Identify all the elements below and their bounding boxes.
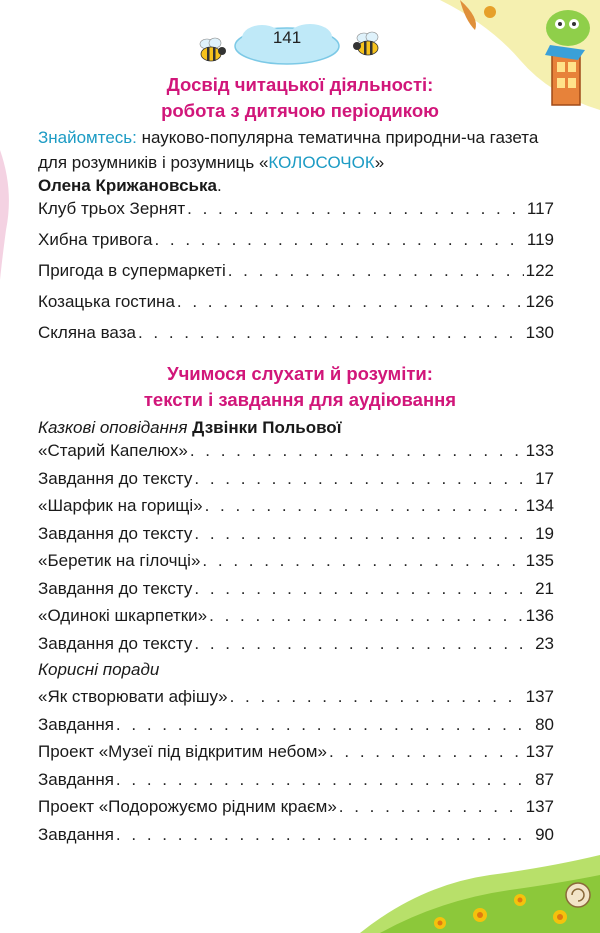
toc-entry-page: 137	[525, 797, 554, 816]
toc-leader-dots	[194, 579, 533, 599]
toc-entry[interactable]	[38, 469, 554, 495]
section-heading-periodicals	[0, 72, 600, 124]
author-name-text: Олена Крижановська	[38, 176, 217, 195]
toc-entry-title: Завдання до тексту	[38, 633, 193, 653]
heading-line: робота з дитячою періодикою	[161, 100, 439, 121]
toc-entry[interactable]	[38, 606, 554, 632]
intro-text: науково-популярна тематична природни-ча газета для розумників і розумниць «	[38, 128, 539, 172]
toc-entry[interactable]	[38, 323, 554, 349]
toc-entry[interactable]	[38, 797, 554, 823]
toc-entry[interactable]	[38, 261, 554, 287]
toc-leader-dots	[154, 230, 524, 250]
toc-leader-dots	[230, 687, 524, 707]
intro-suffix: »	[374, 153, 385, 172]
toc-entry[interactable]	[38, 496, 554, 522]
toc-entry-title: Пригода в супермаркеті	[38, 261, 226, 280]
toc-leader-dots	[187, 199, 525, 219]
heading-line: тексти і завдання для аудіювання	[143, 389, 457, 410]
toc-entry-page: 130	[525, 323, 554, 342]
toc-entry-title: Завдання	[38, 714, 114, 734]
toc-entry-page: 137	[525, 742, 554, 761]
toc-entry-title: «Старий Капелюх»	[38, 441, 188, 460]
leaf-icon	[0, 150, 14, 280]
stories-label-author: Дзвінки Польової	[192, 418, 342, 437]
toc-entry[interactable]	[38, 230, 554, 256]
toc-leader-dots	[190, 441, 524, 461]
toc-entry[interactable]	[38, 687, 554, 713]
toc-entry-page: 119	[526, 230, 554, 249]
toc-entry-title: Козацька гостина	[38, 292, 175, 311]
toc-entry-page: 23	[535, 633, 554, 653]
toc-leader-dots	[329, 742, 524, 762]
bee-icon	[350, 30, 384, 60]
toc-entry[interactable]	[38, 825, 554, 851]
stories-label-italic: Казкові оповідання	[38, 418, 188, 437]
toc-entry-title: «Шарфик на горищі»	[38, 496, 203, 515]
toc-entry-page: 117	[526, 199, 554, 218]
toc-entry-page: 21	[535, 578, 554, 598]
section-heading-listening	[0, 361, 600, 413]
toc-entry-page: 134	[525, 496, 554, 515]
toc-entry-page: 17	[535, 468, 554, 488]
toc-leader-dots	[116, 715, 533, 735]
toc-entry-page: 80	[535, 714, 554, 734]
toc-entry-title: Проект «Подорожуємо рідним краєм»	[38, 797, 337, 816]
toc-leader-dots	[202, 551, 523, 571]
toc-entry-page: 133	[525, 441, 554, 460]
toc-entry-page: 19	[535, 523, 554, 543]
toc-entry[interactable]	[38, 715, 554, 741]
toc-entry[interactable]	[38, 634, 554, 660]
toc-entry[interactable]	[38, 441, 554, 467]
toc-entry-page: 87	[535, 769, 554, 789]
advice-label: Корисні поради	[38, 660, 160, 679]
toc-leader-dots	[138, 323, 524, 343]
toc-entry[interactable]	[38, 579, 554, 605]
intro-paragraph	[38, 125, 568, 175]
toc-entry-title: «Одинокі шкарпетки»	[38, 606, 208, 625]
toc-leader-dots	[116, 770, 533, 790]
grass-flowers-icon	[360, 845, 600, 933]
toc-entry-title: Завдання	[38, 769, 114, 789]
toc-entry-page: 122	[525, 261, 554, 280]
stories-label	[38, 418, 341, 438]
toc-entry[interactable]	[38, 199, 554, 225]
toc-entry-title: Завдання до тексту	[38, 468, 193, 488]
toc-entry[interactable]	[38, 551, 554, 577]
author-dot: .	[216, 176, 222, 195]
toc-leader-dots	[194, 469, 533, 489]
toc-entry-title: Завдання	[38, 824, 114, 844]
toc-entry-page: 137	[525, 687, 554, 706]
toc-leader-dots	[205, 496, 524, 516]
toc-leader-dots	[194, 634, 533, 654]
bee-icon	[195, 36, 229, 66]
toc-entry-title: Проект «Музеї під відкритим небом»	[38, 742, 327, 761]
toc-entry-title: Завдання до тексту	[38, 578, 193, 598]
toc-entry-page: 126	[525, 292, 554, 311]
intro-prefix: Знайомтесь:	[38, 128, 137, 147]
toc-entry-title: Скляна ваза	[38, 323, 136, 342]
toc-entry-title: Завдання до тексту	[38, 523, 193, 543]
heading-line: Учимося слухати й розуміти:	[167, 363, 433, 384]
toc-leader-dots	[194, 524, 533, 544]
newspaper-name: КОЛОСОЧОК	[268, 153, 375, 172]
toc-entry[interactable]	[38, 524, 554, 550]
toc-entry-page: 135	[525, 551, 554, 570]
toc-entry[interactable]	[38, 742, 554, 768]
toc-entry-title: Клуб трьох Зернят	[38, 199, 186, 218]
toc-leader-dots	[228, 261, 524, 281]
toc-entry-title: «Як створювати афішу»	[38, 687, 228, 706]
toc-leader-dots	[339, 797, 524, 817]
snail-icon	[566, 883, 590, 907]
toc-leader-dots	[116, 825, 533, 845]
toc-entry-page: 136	[525, 606, 554, 625]
toc-leader-dots	[209, 606, 523, 626]
toc-entry-title: Хибна тривога	[38, 230, 153, 249]
page-number: 141	[272, 28, 302, 47]
heading-line: Досвід читацької діяльності:	[166, 74, 434, 95]
toc-leader-dots	[177, 292, 524, 312]
toc-entry-page: 90	[535, 824, 554, 844]
toc-entry[interactable]	[38, 770, 554, 796]
toc-entry[interactable]	[38, 292, 554, 318]
author-name	[38, 176, 222, 196]
toc-entry-title: «Беретик на гілочці»	[38, 551, 201, 570]
